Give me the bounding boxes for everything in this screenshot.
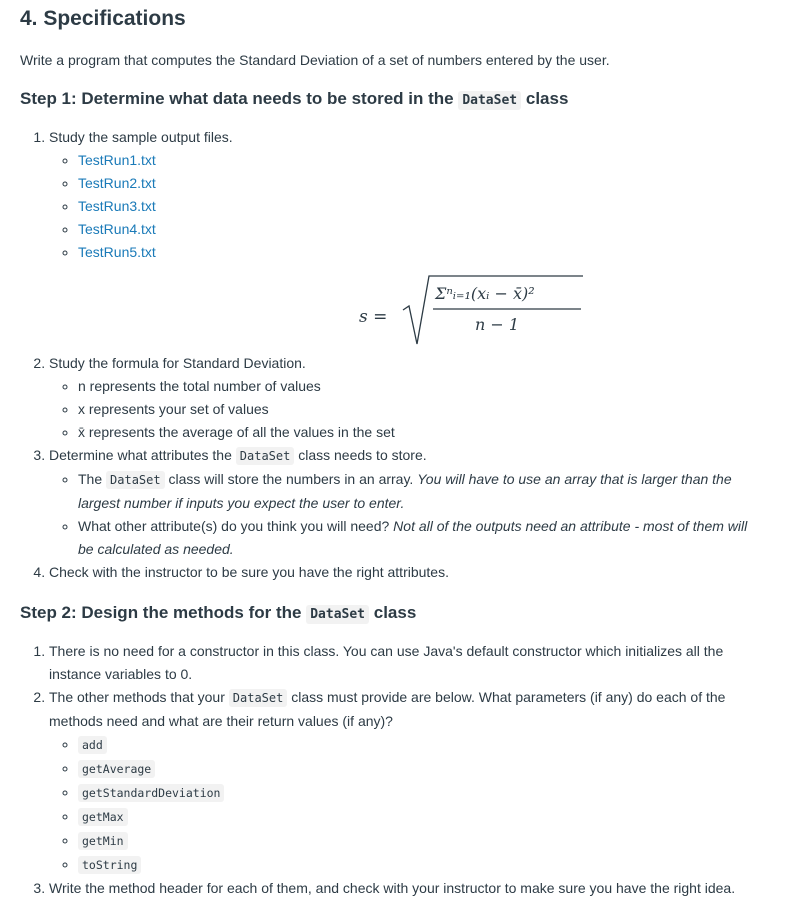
step2-item-3: 3. Write the method header for each of them, and check with your instructor to make sure you have the right idea.	[49, 877, 766, 900]
method-item	[78, 781, 766, 805]
step1-item-1: 1. Study the sample output files. ◦ TestRun1.txt ◦ TestRun2.txt ◦ TestRun3.txt ◦ TestRun4.txt ◦ TestRun5.txt s = Σⁿᵢ₌₁(xᵢ − x̄)² n − 1	[49, 126, 766, 352]
file-link-2[interactable]: TestRun2.txt	[78, 175, 156, 191]
method-item	[78, 757, 766, 781]
file-item	[78, 241, 766, 264]
page-title: 4. Specifications	[20, 7, 186, 30]
attribute-bullet-2: ◦ What other attribute(s) do you think you will need? Not all of the outputs need an attribute - most of them will be calculated as needed.	[78, 515, 766, 561]
formula-numerator: Σⁿᵢ₌₁(xᵢ − x̄)²	[435, 284, 535, 303]
method-getmax: getMax	[78, 808, 128, 826]
methods-list	[49, 733, 766, 877]
formula-vars-list	[49, 375, 766, 444]
method-tostring: toString	[78, 856, 141, 874]
method-item	[78, 829, 766, 853]
var-item: ◦ n represents the total number of values	[78, 375, 766, 398]
method-item	[78, 733, 766, 757]
dataset-code: DataSet	[306, 605, 369, 624]
step1-item-2: 2. Study the formula for Standard Deviation. ◦ n represents the total number of values ◦ x represents your set of values ◦ x̄ represents the average of all the values in the set	[49, 352, 766, 444]
method-getmin: getMin	[78, 832, 128, 850]
step1-heading: Step 1: Determine what data needs to be stored in the DataSet class	[20, 89, 569, 108]
attribute-bullet-1: ◦ The DataSet class will store the numbers in an array. You will have to use an array that is larger than the largest number if inputs you expect the user to enter.	[78, 468, 766, 515]
var-item: ◦ x represents your set of values	[78, 398, 766, 421]
file-link-1[interactable]: TestRun1.txt	[78, 152, 156, 168]
step1-list	[20, 126, 766, 584]
dataset-code: DataSet	[229, 689, 288, 707]
formula-denominator: n − 1	[475, 315, 520, 334]
method-getaverage: getAverage	[78, 760, 155, 778]
file-item	[78, 149, 766, 172]
file-list	[49, 149, 766, 264]
dataset-code: DataSet	[236, 447, 295, 465]
step1-item-3: 3. Determine what attributes the DataSet class needs to store. ◦ The DataSet class will store the numbers in an array. You will have to use an array that is larger than the largest number if inputs you expect the user to enter. ◦ What other attribute(s) do you think you will need? Not all of the outputs need an attribute - most of them will be calculated as needed.	[49, 444, 766, 561]
file-item	[78, 218, 766, 241]
step2-list	[20, 640, 766, 900]
attributes-list	[49, 468, 766, 561]
file-link-4[interactable]: TestRun4.txt	[78, 221, 156, 237]
dataset-code: DataSet	[458, 91, 521, 110]
formula-lhs: s =	[359, 307, 388, 327]
file-link-5[interactable]: TestRun5.txt	[78, 244, 156, 260]
file-link-3[interactable]: TestRun3.txt	[78, 198, 156, 214]
dataset-code: DataSet	[106, 471, 165, 489]
step2-item-2: 2. The other methods that your DataSet class must provide are below. What parameters (if any) do each of the methods need and what are their return values (if any)? ◦ add ◦ getAverage ◦ getStandardDeviation ◦ getMax ◦ getMin ◦ toString	[49, 686, 766, 877]
method-item	[78, 853, 766, 877]
file-item	[78, 172, 766, 195]
step2-item-1: 1. There is no need for a constructor in this class. You can use Java's default constructor which initializes all the instance variables to 0.	[49, 640, 766, 686]
formula-graphic	[359, 264, 599, 352]
step2-heading: Step 2: Design the methods for the DataSet class	[20, 603, 417, 622]
method-add: add	[78, 736, 107, 754]
method-item	[78, 805, 766, 829]
step1-item-4: 4. Check with the instructor to be sure you have the right attributes.	[49, 561, 766, 584]
intro-text: Write a program that computes the Standard Deviation of a set of numbers entered by the user.	[20, 52, 610, 68]
var-item: ◦ x̄ represents the average of all the values in the set	[78, 421, 766, 444]
file-item	[78, 195, 766, 218]
method-getstandarddeviation: getStandardDeviation	[78, 784, 224, 802]
std-dev-formula	[49, 264, 766, 352]
